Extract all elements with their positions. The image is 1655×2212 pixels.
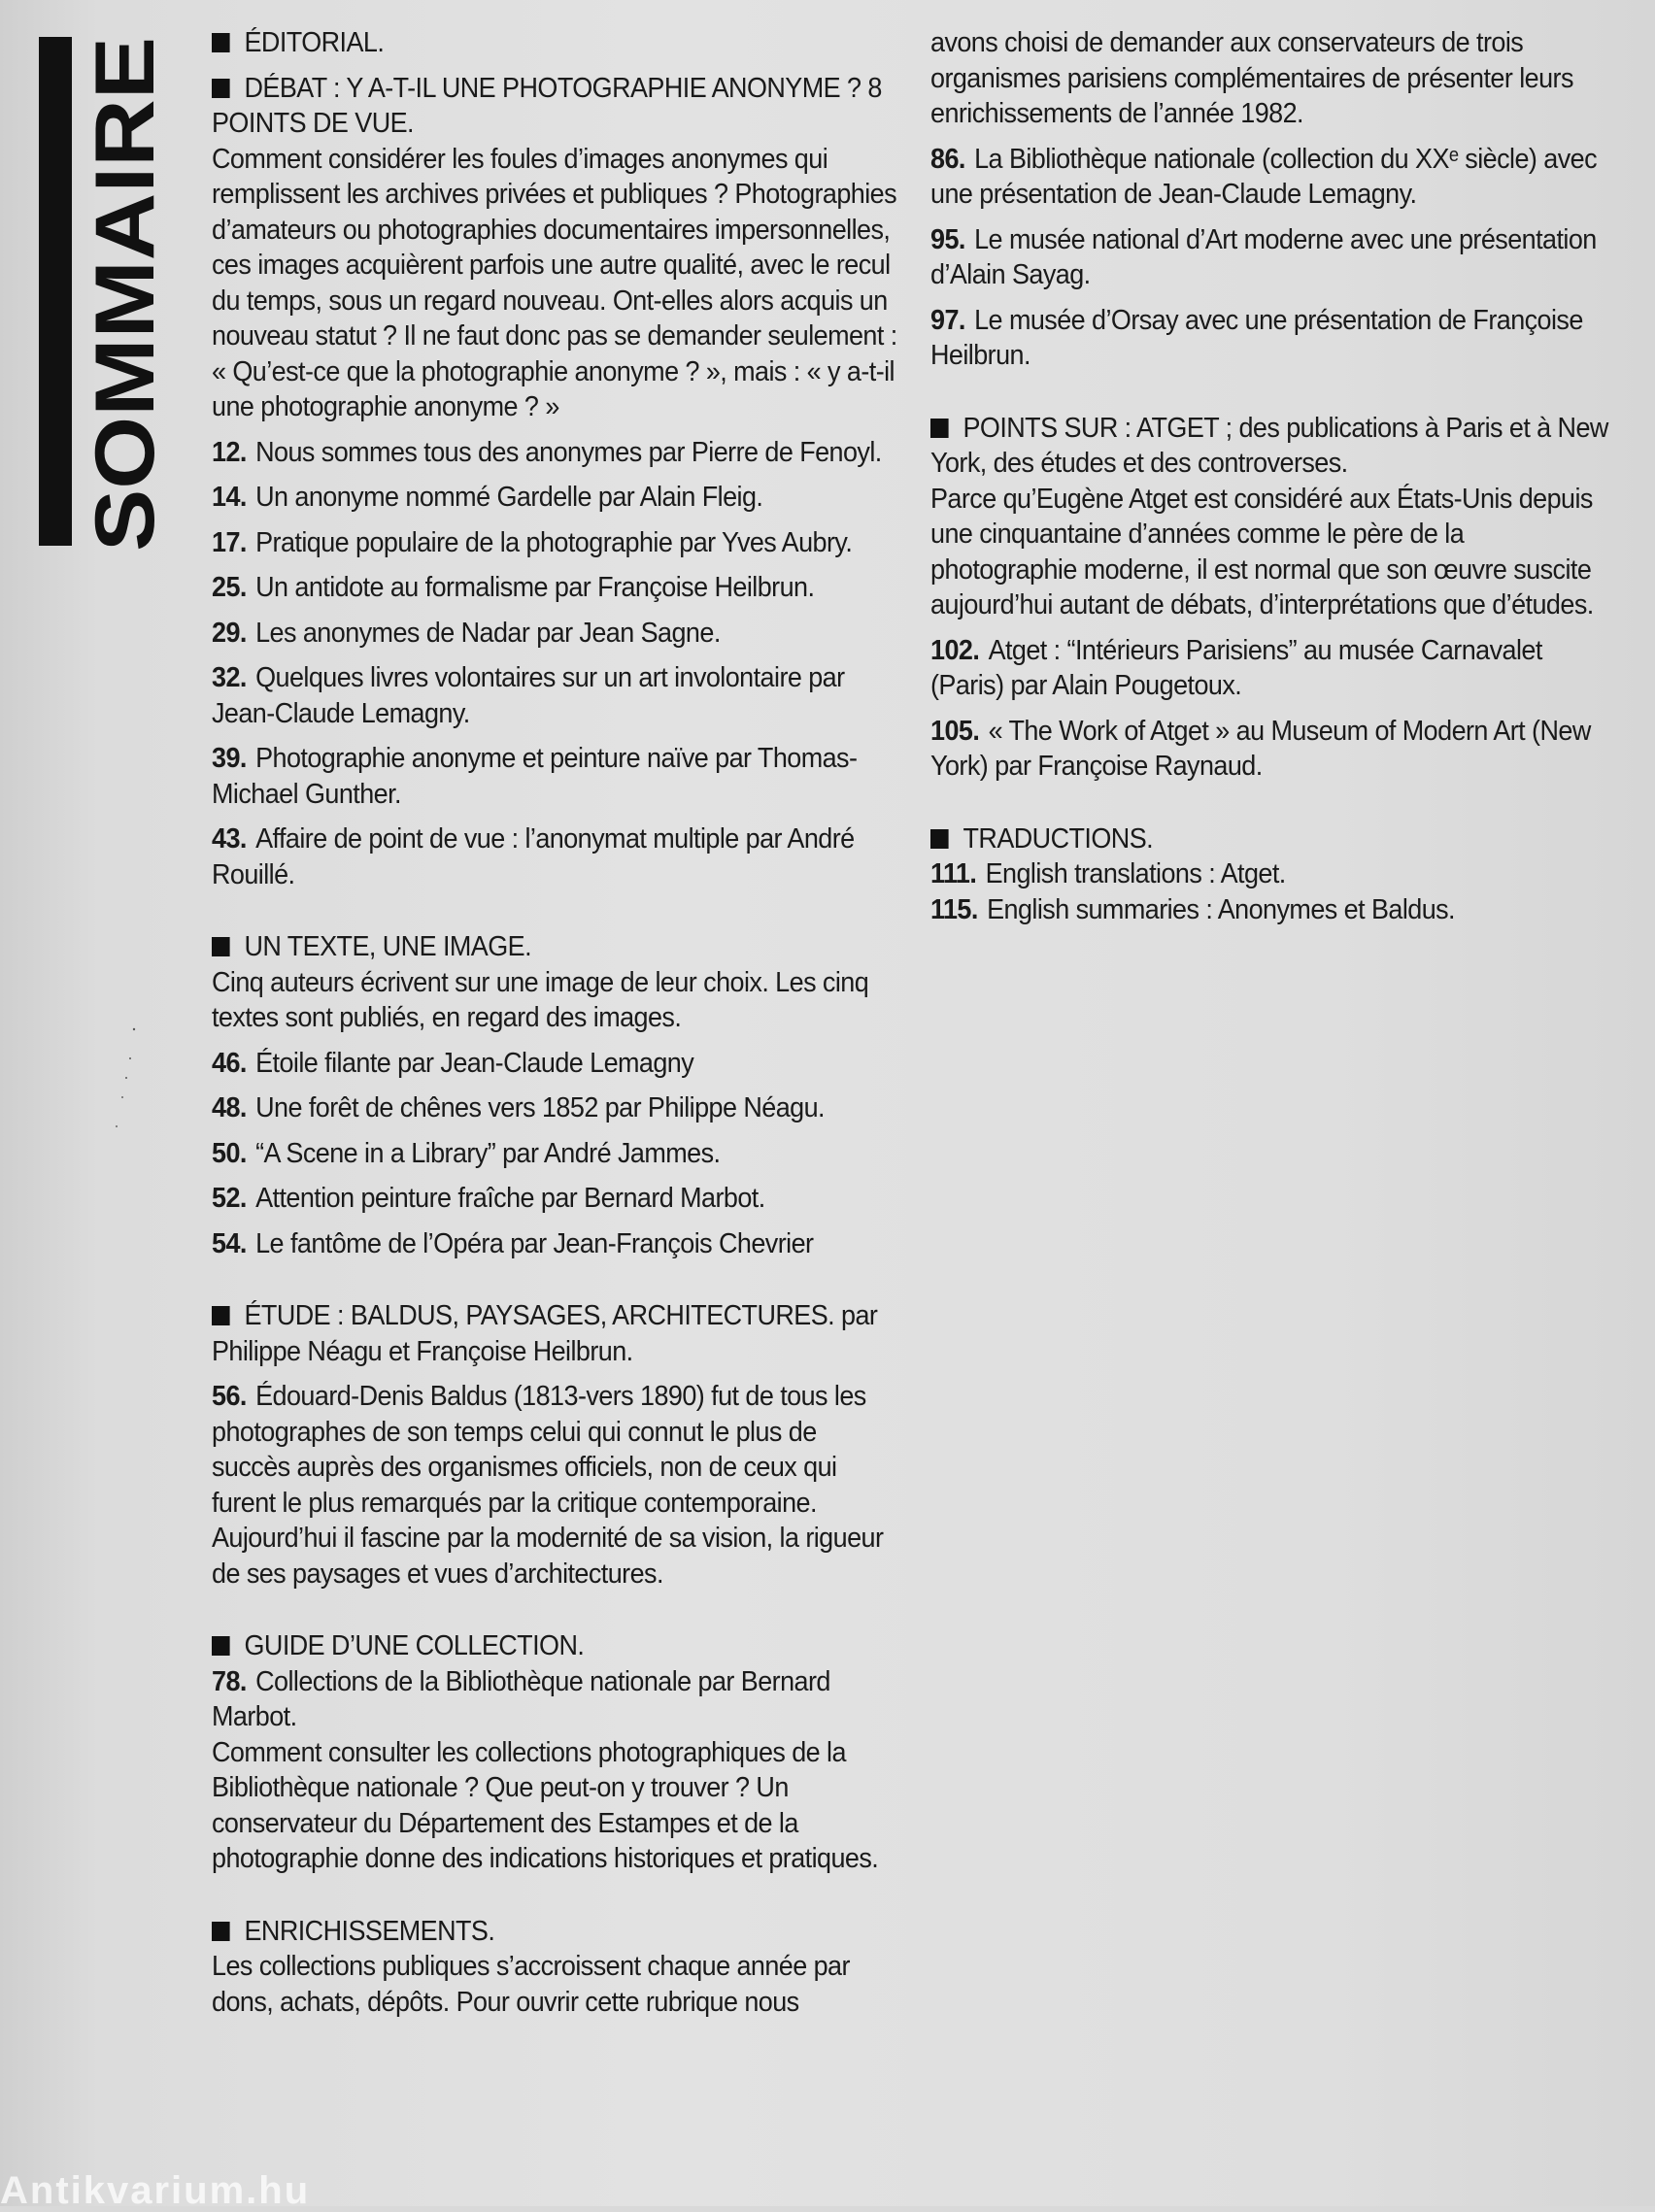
section-description: Cinq auteurs écrivent sur une image de leur choix. Les cinq textes sont publiés, en regard des images. [212,966,869,1033]
page-number: 56. [212,1381,247,1412]
square-bullet-icon [212,1922,230,1941]
section-description: Parce qu’Eugène Atget est considéré aux États-Unis depuis une cinquantaine d’années comme le père de la photographie moderne, il est normal que son œuvre suscite aujourd’hui autant de débats, d’interprétations que d’études. [930,483,1594,620]
spine-title [79,37,172,552]
entry-text: Nous sommes tous des anonymes par Pierre de Fenoyl. [255,436,882,468]
page-number: 43. [212,823,247,855]
section-description: Comment consulter les collections photographiques de la Bibliothèque nationale ? Que peut-on y trouver ? Un conservateur du Département des Estampes et de la photographie donne des indications historiques et pratiques. [212,1736,879,1874]
page-number: 50. [212,1137,247,1169]
section-title: DÉBAT : Y A-T-IL UNE PHOTOGRAPHIE ANONYME ? 8 POINTS DE VUE. [212,72,882,139]
section-atget [930,411,1617,785]
toc-entry [930,714,1617,785]
entry-text: English summaries : Anonymes et Baldus. [987,893,1455,925]
watermark: Antikvarium.hu [0,2169,311,2212]
toc-entry [212,570,898,606]
page-number: 95. [930,223,965,255]
spine-bar [39,37,72,546]
page-number: 115. [930,893,978,925]
toc-entry [212,741,898,812]
page-number: 25. [212,572,247,603]
spine-title-graphic [79,37,172,552]
square-bullet-icon [212,937,230,956]
toc-entry [212,660,898,731]
page-number: 105. [930,715,980,747]
entry-text: Les anonymes de Nadar par Jean Sagne. [255,617,721,649]
section-etude [212,1298,898,1592]
section-title: TRADUCTIONS. [963,822,1154,855]
section-description: Les collections publiques s’accroissent chaque année par dons, achats, dépôts. Pour ouvrir cette rubrique nous [212,1951,850,2018]
section-title: ENRICHISSEMENTS. [244,1915,495,1947]
entry-text: Affaire de point de vue : l’anonymat multiple par André Rouillé. [212,823,855,890]
entry-text: Le musée national d’Art moderne avec une présentation d’Alain Sayag. [930,223,1597,290]
entry-text: Édouard-Denis Baldus (1813-vers 1890) fut de tous les photographes de son temps celui qui connut le plus de succès auprès des organismes officiels, non de ceux qui furent le plus remarqués par la critique contemporaine. Aujourd’hui il fascine par la modernité de sa vision, la rigueur de ses paysages et vues d’architectures. [212,1381,884,1590]
entry-text: Attention peinture fraîche par Bernard Marbot. [255,1183,765,1214]
section-debat [212,71,898,893]
toc-entry [212,1379,898,1592]
entry-text: « The Work of Atget » au Museum of Modern Art (New York) par Françoise Raynaud. [930,715,1591,782]
spine-title-text: SOMMAIRE [79,92,172,552]
page-number: 29. [212,617,247,649]
toc-entry [212,821,898,892]
entry-text: English translations : Atget. [985,858,1286,889]
page-number: 17. [212,526,247,558]
toc-entry [930,142,1617,213]
entry-text: Étoile filante par Jean-Claude Lemagny [255,1047,694,1079]
entry-text: Un anonyme nommé Gardelle par Alain Fleig. [255,482,763,513]
section-description: avons choisi de demander aux conservateurs de trois organismes parisiens complémentaires de présenter leurs enrichissements de l’année 1982. [930,27,1573,129]
toc-entry [212,1181,898,1217]
paper-speckles [105,1020,153,1136]
page-number: 32. [212,662,247,693]
section-guide [212,1628,898,1877]
square-bullet-icon [930,419,949,438]
square-bullet-icon [212,1636,230,1656]
entry-text: Atget : “Intérieurs Parisiens” au musée Carnavalet (Paris) par Alain Pougetoux. [930,634,1542,701]
toc-entry [930,633,1617,704]
page-number: 14. [212,482,247,513]
right-column [930,25,1617,937]
toc-entry [212,1046,898,1082]
section-title: UN TEXTE, UNE IMAGE. [244,931,532,962]
toc-entry [212,525,898,561]
section-title: ÉDITORIAL. [244,27,385,58]
page-number: 86. [930,143,965,175]
section-texte-image [212,929,898,1261]
page-number: 111. [930,858,977,889]
toc-entry [212,1136,898,1172]
entry-text: Quelques livres volontaires sur un art involontaire par Jean-Claude Lemagny. [212,662,845,729]
page-number: 12. [212,436,247,468]
page-number: 97. [930,304,965,336]
toc-entry [930,303,1617,374]
page-number: 54. [212,1227,247,1259]
toc-entry [212,1090,898,1126]
page-number: 52. [212,1183,247,1214]
section-title: ÉTUDE : BALDUS, PAYSAGES, ARCHITECTURES. par Philippe Néagu et Françoise Heilbrun. [212,1300,878,1367]
toc-entry [212,435,898,471]
toc-entry [930,856,1617,892]
page-number: 46. [212,1047,247,1079]
section-traductions [930,821,1617,928]
section-enrichissements [212,1914,898,2021]
section-editorial [212,25,898,61]
toc-entry [212,1226,898,1262]
entry-text: Pratique populaire de la photographie par Yves Aubry. [255,526,853,558]
toc-entry [212,616,898,652]
left-column [212,25,898,2029]
entry-text: Photographie anonyme et peinture naïve par Thomas-Michael Gunther. [212,743,858,810]
entry-text: Le musée d’Orsay avec une présentation de Françoise Heilbrun. [930,304,1583,371]
page-number: 48. [212,1092,247,1123]
page-number: 102. [930,634,980,666]
entry-text: Une forêt de chênes vers 1852 par Philippe Néagu. [255,1092,825,1123]
entry-text: La Bibliothèque nationale (collection du XXᵉ siècle) avec une présentation de Jean-Claude Lemagny. [930,143,1598,210]
square-bullet-icon [212,1306,230,1325]
section-title: GUIDE D’UNE COLLECTION. [244,1630,585,1661]
section-title: POINTS SUR : ATGET ; des publications à Paris et à New York, des études et des controverses. [930,412,1608,479]
entry-text: Collections de la Bibliothèque nationale par Bernard Marbot. [212,1665,830,1732]
toc-entry [212,1664,898,1735]
toc-entry [930,222,1617,293]
section-description: Comment considérer les foules d’images anonymes qui remplissent les archives privées et publiques ? Photographies d’amateurs ou photographies documentaires impersonnelles, ces images acquièrent parfois une autre qualité, avec le recul du temps, sous un regard nouveau. Ont-elles alors acquis un nouveau statut ? Il ne faut donc pas se demander seulement : « Qu’est-ce que la photographie anonyme ? », mais : « y a-t-il une photographie anonyme ? » [212,143,897,422]
entry-text: Un antidote au formalisme par Françoise Heilbrun. [255,572,815,603]
toc-entry [930,892,1617,928]
square-bullet-icon [930,829,949,849]
section-enrichissements-continued [930,25,1617,374]
square-bullet-icon [212,33,230,52]
entry-text: “A Scene in a Library” par André Jammes. [255,1137,721,1169]
page-number: 39. [212,743,247,774]
square-bullet-icon [212,79,230,98]
entry-text: Le fantôme de l’Opéra par Jean-François Chevrier [255,1227,814,1259]
toc-entry [212,480,898,516]
page-number: 78. [212,1665,247,1697]
